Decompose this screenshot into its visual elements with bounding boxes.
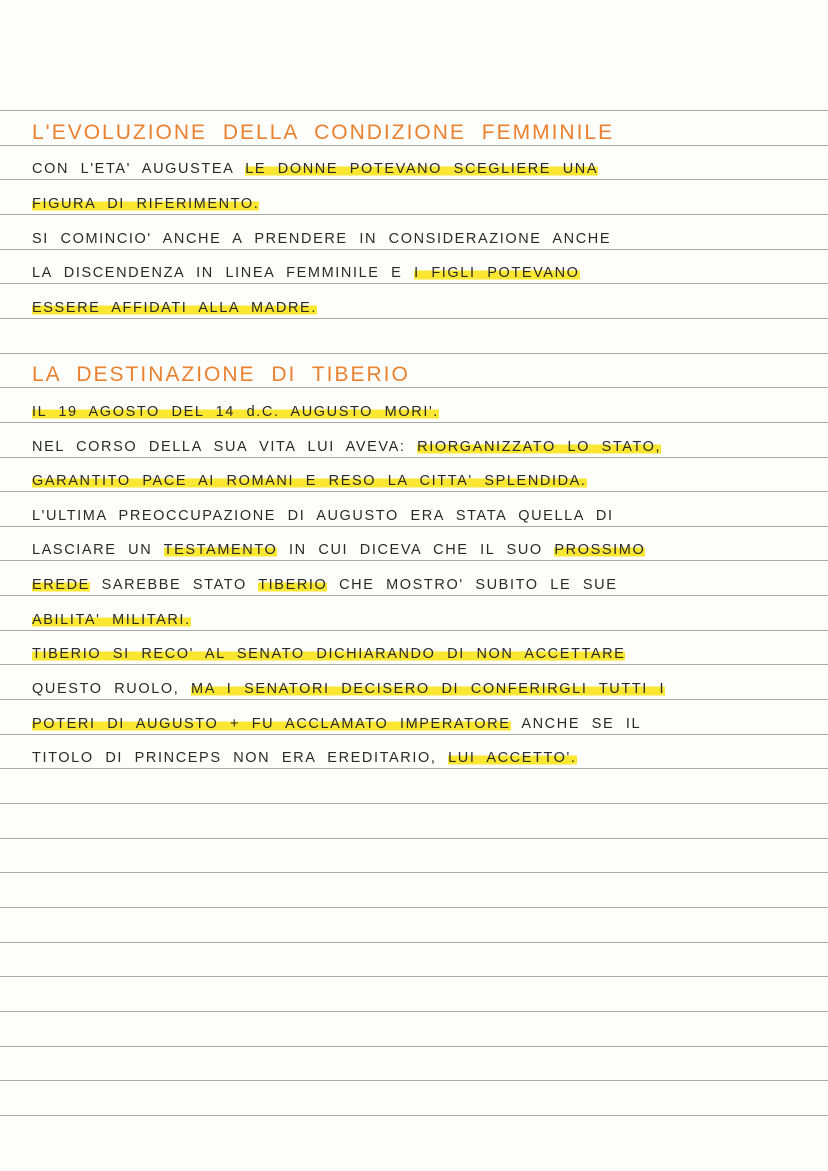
ruled-line bbox=[0, 699, 828, 700]
ruled-line bbox=[0, 283, 828, 284]
ruled-line bbox=[0, 1080, 828, 1081]
text-line bbox=[32, 507, 782, 525]
highlighted-text: TIBERIO SI RECO' AL SENATO DICHIARANDO DI NON ACCETTARE bbox=[32, 646, 626, 663]
ruled-line bbox=[0, 422, 828, 423]
ruled-line bbox=[0, 214, 828, 215]
ruled-line bbox=[0, 664, 828, 665]
ruled-line bbox=[0, 1046, 828, 1047]
highlighted-text: ESSERE AFFIDATI ALLA MADRE. bbox=[32, 299, 317, 316]
highlighted-text: LUI ACCETTO'. bbox=[448, 750, 577, 767]
section-title: LA DESTINAZIONE DI TIBERIO bbox=[32, 363, 410, 387]
highlighted-text: MA I SENATORI DECISERO DI CONFERIRGLI TUTTI I bbox=[191, 681, 666, 698]
text-line bbox=[32, 264, 782, 282]
text-line bbox=[32, 680, 782, 698]
ruled-line bbox=[0, 353, 828, 354]
ruled-line bbox=[0, 872, 828, 873]
text-segment: IN CUI DICEVA CHE IL SUO bbox=[277, 542, 555, 559]
text-line bbox=[32, 160, 782, 178]
text-segment: QUESTO RUOLO, bbox=[32, 681, 192, 698]
text-segment: SAREBBE STATO bbox=[89, 577, 259, 594]
text-segment: LA DISCENDENZA IN LINEA FEMMINILE E bbox=[32, 265, 415, 282]
highlighted-text: TESTAMENTO bbox=[163, 542, 278, 559]
ruled-line bbox=[0, 1115, 828, 1116]
ruled-line bbox=[0, 803, 828, 804]
text-segment: CHE MOSTRO' SUBITO LE SUE bbox=[327, 577, 618, 594]
text-line bbox=[32, 299, 782, 317]
ruled-line bbox=[0, 110, 828, 111]
ruled-line bbox=[0, 560, 828, 561]
text-segment: ANCHE SE IL bbox=[510, 715, 642, 732]
text-segment: TITOLO DI PRINCEPS NON ERA EREDITARIO, bbox=[32, 750, 449, 767]
ruled-line bbox=[0, 630, 828, 631]
ruled-line bbox=[0, 976, 828, 977]
text-line bbox=[32, 541, 782, 559]
text-segment: L'ULTIMA PREOCCUPAZIONE DI AUGUSTO ERA STATA QUELLA DI bbox=[32, 507, 614, 524]
ruled-line bbox=[0, 907, 828, 908]
ruled-line bbox=[0, 942, 828, 943]
ruled-line bbox=[0, 595, 828, 596]
ruled-line bbox=[0, 457, 828, 458]
ruled-line bbox=[0, 387, 828, 388]
highlighted-text: FIGURA DI RIFERIMENTO. bbox=[32, 195, 260, 212]
text-line bbox=[32, 403, 782, 421]
text-line bbox=[32, 749, 782, 767]
highlighted-text: IL 19 AGOSTO DEL 14 d.C. AUGUSTO MORI'. bbox=[32, 403, 439, 420]
text-segment: NEL CORSO DELLA SUA VITA LUI AVEVA: bbox=[32, 438, 418, 455]
text-line bbox=[32, 195, 782, 213]
ruled-line bbox=[0, 491, 828, 492]
ruled-line bbox=[0, 734, 828, 735]
highlighted-text: I FIGLI POTEVANO bbox=[414, 265, 580, 282]
text-line bbox=[32, 472, 782, 490]
text-line bbox=[32, 645, 782, 663]
text-line bbox=[32, 715, 782, 733]
ruled-line bbox=[0, 179, 828, 180]
highlighted-text: LE DONNE POTEVANO SCEGLIERE UNA bbox=[245, 161, 599, 178]
highlighted-text: EREDE bbox=[32, 577, 90, 594]
ruled-line bbox=[0, 1011, 828, 1012]
highlighted-text: ABILITA' MILITARI. bbox=[32, 611, 191, 628]
ruled-line bbox=[0, 838, 828, 839]
text-segment: SI COMINCIO' ANCHE A PRENDERE IN CONSIDERAZIONE ANCHE bbox=[32, 230, 612, 247]
text-segment: LASCIARE UN bbox=[32, 542, 164, 559]
highlighted-text: POTERI DI AUGUSTO + FU ACCLAMATO IMPERATORE bbox=[32, 715, 511, 732]
ruled-line bbox=[0, 526, 828, 527]
text-line bbox=[32, 438, 782, 456]
section-title: L'EVOLUZIONE DELLA CONDIZIONE FEMMINILE bbox=[32, 120, 615, 144]
text-line bbox=[32, 576, 782, 594]
text-segment: CON L'ETA' AUGUSTEA bbox=[32, 161, 246, 178]
text-line bbox=[32, 611, 782, 629]
highlighted-text: GARANTITO PACE AI ROMANI E RESO LA CITTA' SPLENDIDA. bbox=[32, 473, 587, 490]
ruled-line bbox=[0, 145, 828, 146]
highlighted-text: TIBERIO bbox=[258, 577, 328, 594]
highlighted-text: PROSSIMO bbox=[554, 542, 646, 559]
highlighted-text: RIORGANIZZATO LO STATO, bbox=[417, 438, 662, 455]
ruled-line bbox=[0, 318, 828, 319]
ruled-line bbox=[0, 768, 828, 769]
text-line bbox=[32, 230, 782, 248]
ruled-line bbox=[0, 249, 828, 250]
